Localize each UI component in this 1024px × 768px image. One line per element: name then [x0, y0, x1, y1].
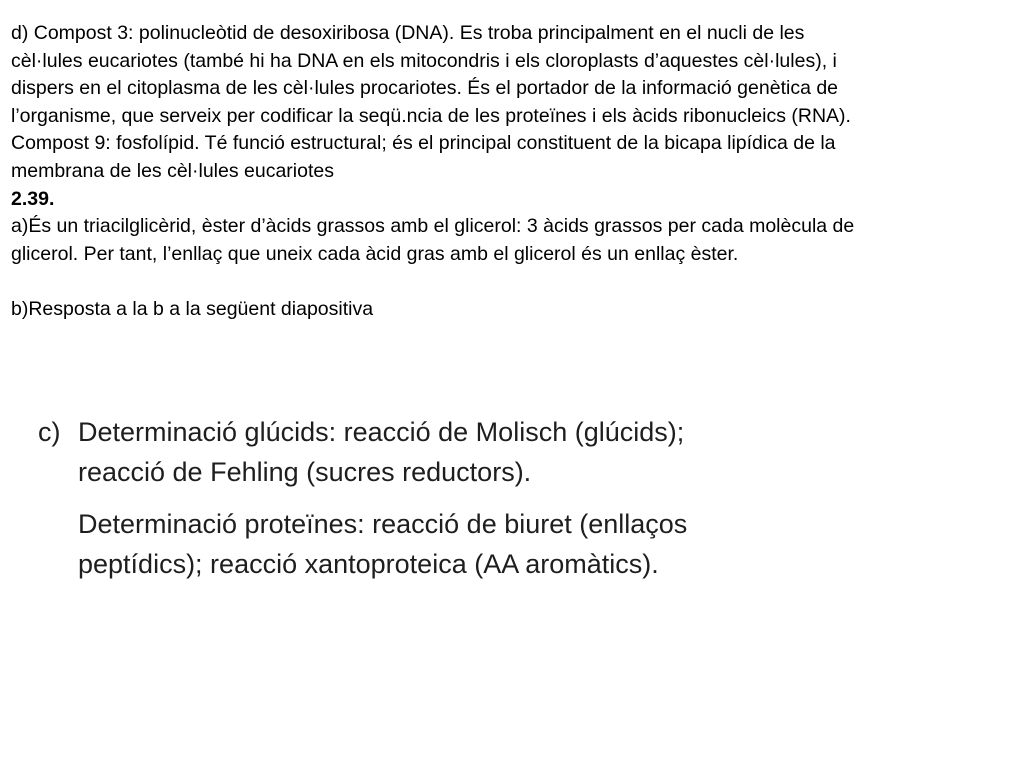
text-line: membrana de les cèl·lules eucariotes — [11, 159, 334, 182]
inset-line: Determinació glúcids: reacció de Molisch (glúcids); — [78, 417, 685, 447]
blank-line — [11, 268, 1013, 296]
text-line: dispers en el citoplasma de les cèl·lules procariotes. És el portador de la informació genètica de — [11, 77, 839, 100]
text-line: d) Compost 3: polinucleòtid de desoxiribosa (DNA). Es troba principalment en el nucli de les — [11, 22, 805, 44]
answer-text-block — [11, 20, 1013, 324]
inset-row — [38, 504, 738, 544]
item-marker: c) — [38, 417, 61, 447]
exercise-number-heading: 2.39. — [11, 187, 55, 210]
scanned-answer-c — [38, 412, 738, 584]
inset-row — [38, 412, 738, 452]
inset-row — [38, 452, 738, 492]
text-line: cèl·lules eucariotes (també hi ha DNA en els mitocondris i els cloroplasts d’aquestes cèl·lules), i — [11, 49, 837, 72]
text-line: l’organisme, que serveix per codificar la seqü.ncia de les proteïnes i els àcids ribonucleics (RNA). — [11, 104, 851, 127]
inset-line: reacció de Fehling (sucres reductors). — [78, 457, 532, 487]
inset-row — [38, 544, 738, 584]
text-line: Compost 9: fosfolípid. Té funció estructural; és el principal constituent de la bicapa lipídica de la — [11, 132, 836, 155]
inset-line: Determinació proteïnes: reacció de biuret (enllaços — [78, 509, 688, 539]
text-line: b)Resposta a la b a la següent diapositiva — [11, 297, 374, 320]
inset-spacer — [38, 492, 738, 504]
text-line: glicerol. Per tant, l’enllaç que uneix cada àcid gras amb el glicerol és un enllaç èster. — [11, 242, 739, 265]
text-line: a)És un triacilglicèrid, èster d’àcids grassos amb el glicerol: 3 àcids grassos per cada molècula de — [11, 215, 855, 238]
inset-line: peptídics); reacció xantoproteica (AA aromàtics). — [78, 549, 659, 579]
